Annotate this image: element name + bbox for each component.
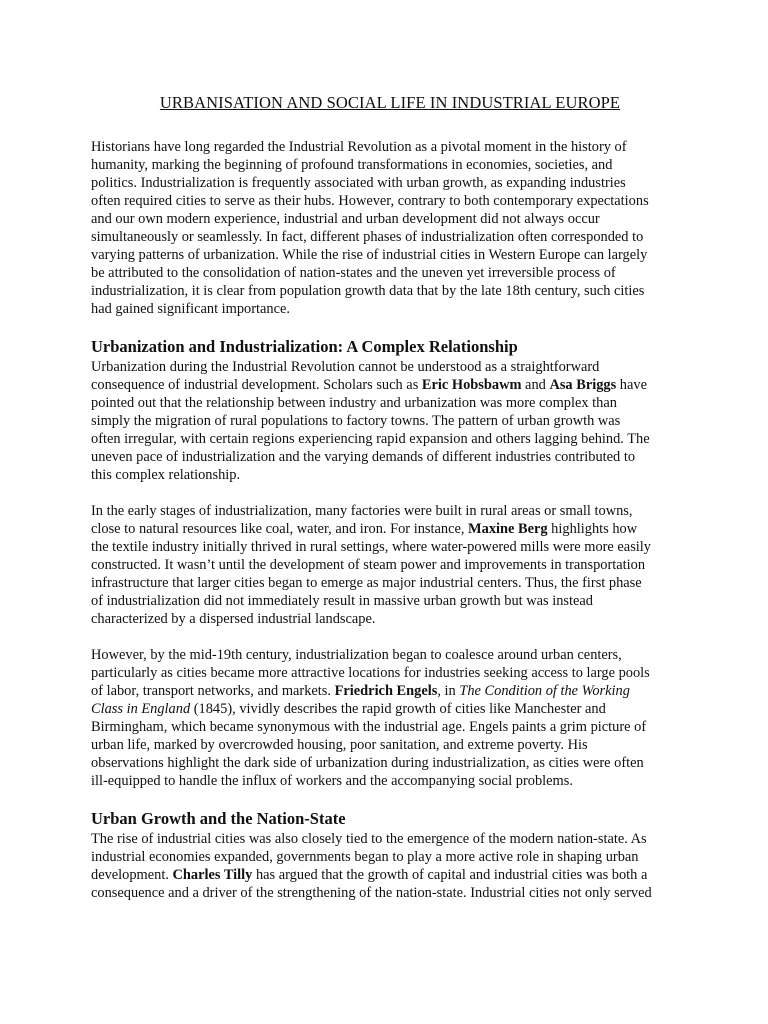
text-run: of labor, transport networks, and markets. [91, 683, 335, 699]
text-line [91, 700, 687, 718]
text-line: Birmingham, which became synonymous with the industrial age. Engels paints a grim picture of [91, 719, 647, 735]
text-run: highlights how [547, 521, 638, 537]
text-line: of industrialization did not immediately result in massive urban growth but was instead [91, 593, 593, 609]
text-line: However, by the mid-19th century, industrialization began to coalesce around urban centers, [91, 647, 622, 663]
text-run: and [521, 377, 550, 393]
text-run: , in [437, 683, 460, 699]
text-run: consequence of industrial development. Scholars such as [91, 377, 422, 393]
text-line: varying patterns of urbanization. While the rise of industrial cities in Western Europe can largely [91, 247, 648, 263]
text-line: this complex relationship. [91, 467, 241, 483]
text-line: politics. Industrialization is frequently associated with urban growth, as expanding industries [91, 175, 626, 191]
scholar-name: Maxine Berg [468, 521, 548, 537]
text-run: development. [91, 867, 173, 883]
text-line: and our own modern experience, industrial and urban development did not always occur [91, 211, 600, 227]
text-line [91, 376, 687, 394]
text-line: Historians have long regarded the Industrial Revolution as a pivotal moment in the history of [91, 139, 627, 155]
document-title: URBANISATION AND SOCIAL LIFE IN INDUSTRIAL EUROPE [159, 93, 621, 112]
scholar-name: Asa Briggs [549, 377, 617, 393]
text-line: industrial economies expanded, governments began to play a more active role in shaping urban [91, 849, 639, 865]
text-line: uneven pace of industrialization and the varying demands of different industries contributed to [91, 449, 636, 465]
text-run: (1845), vividly describes the rapid growth of cities like Manchester and [190, 701, 606, 717]
book-title: The Condition of the Working [459, 683, 630, 699]
book-title: Class in England [91, 701, 191, 717]
text-line: pointed out that the relationship between industry and urbanization was more complex than [91, 395, 617, 411]
text-run: close to natural resources like coal, water, and iron. For instance, [91, 521, 469, 537]
text-line [91, 682, 687, 700]
text-line: ill-equipped to handle the influx of workers and the accompanying social problems. [91, 773, 573, 789]
body-paragraph [91, 502, 687, 628]
text-line: humanity, marking the beginning of profound transformations in economies, societies, and [91, 157, 613, 173]
text-line: industrialization, it is clear from population growth data that by the late 18th century, such cities [91, 283, 645, 299]
body-paragraph [91, 358, 687, 484]
text-line: Urbanization during the Industrial Revolution cannot be understood as a straightforward [91, 359, 600, 375]
text-line [91, 520, 687, 538]
text-line [91, 866, 687, 884]
text-line: The rise of industrial cities was also closely tied to the emergence of the modern nation-state. As [91, 831, 647, 847]
section-heading: Urbanization and Industrialization: A Complex Relationship [91, 337, 518, 356]
text-line: consequence and a driver of the strengthening of the nation-state. Industrial cities not only served [91, 885, 652, 901]
text-run: has argued that the growth of capital and industrial cities was both a [252, 867, 648, 883]
text-line: observations highlight the dark side of urbanization during industrialization, as cities were often [91, 755, 644, 771]
intro-paragraph [91, 138, 687, 318]
text-line: particularly as cities became more attractive locations for industries seeking access to large pools [91, 665, 650, 681]
scholar-name: Charles Tilly [172, 867, 253, 883]
text-line: the textile industry initially thrived in rural settings, where water-powered mills were more easily [91, 539, 651, 555]
text-line: characterized by a dispersed industrial landscape. [91, 611, 376, 627]
text-line: infrastructure that larger cities began to emerge as major industrial centers. Thus, the first phase [91, 575, 642, 591]
document-page [91, 92, 687, 902]
text-line: simultaneously or seamlessly. In fact, different phases of industrialization often corresponded to [91, 229, 644, 245]
body-paragraph [91, 830, 687, 902]
text-run: have [616, 377, 647, 393]
scholar-name: Friedrich Engels [334, 683, 438, 699]
text-line: In the early stages of industrialization, many factories were built in rural areas or small towns, [91, 503, 633, 519]
text-line: constructed. It wasn’t until the development of steam power and improvements in transportation [91, 557, 646, 573]
section-heading: Urban Growth and the Nation-State [91, 809, 346, 828]
body-paragraph [91, 646, 687, 790]
scholar-name: Eric Hobsbawm [421, 377, 522, 393]
text-line: be attributed to the consolidation of nation-states and the uneven yet irreversible process of [91, 265, 616, 281]
text-line: urban life, marked by overcrowded housing, poor sanitation, and extreme poverty. His [91, 737, 588, 753]
text-line: often required cities to serve as their hubs. However, contrary to both contemporary expectations [91, 193, 649, 209]
text-line: had gained significant importance. [91, 301, 291, 317]
text-line: often irregular, with certain regions experiencing rapid expansion and others lagging behind. The [91, 431, 650, 447]
text-line: simply the migration of rural populations to factory towns. The pattern of urban growth was [91, 413, 621, 429]
